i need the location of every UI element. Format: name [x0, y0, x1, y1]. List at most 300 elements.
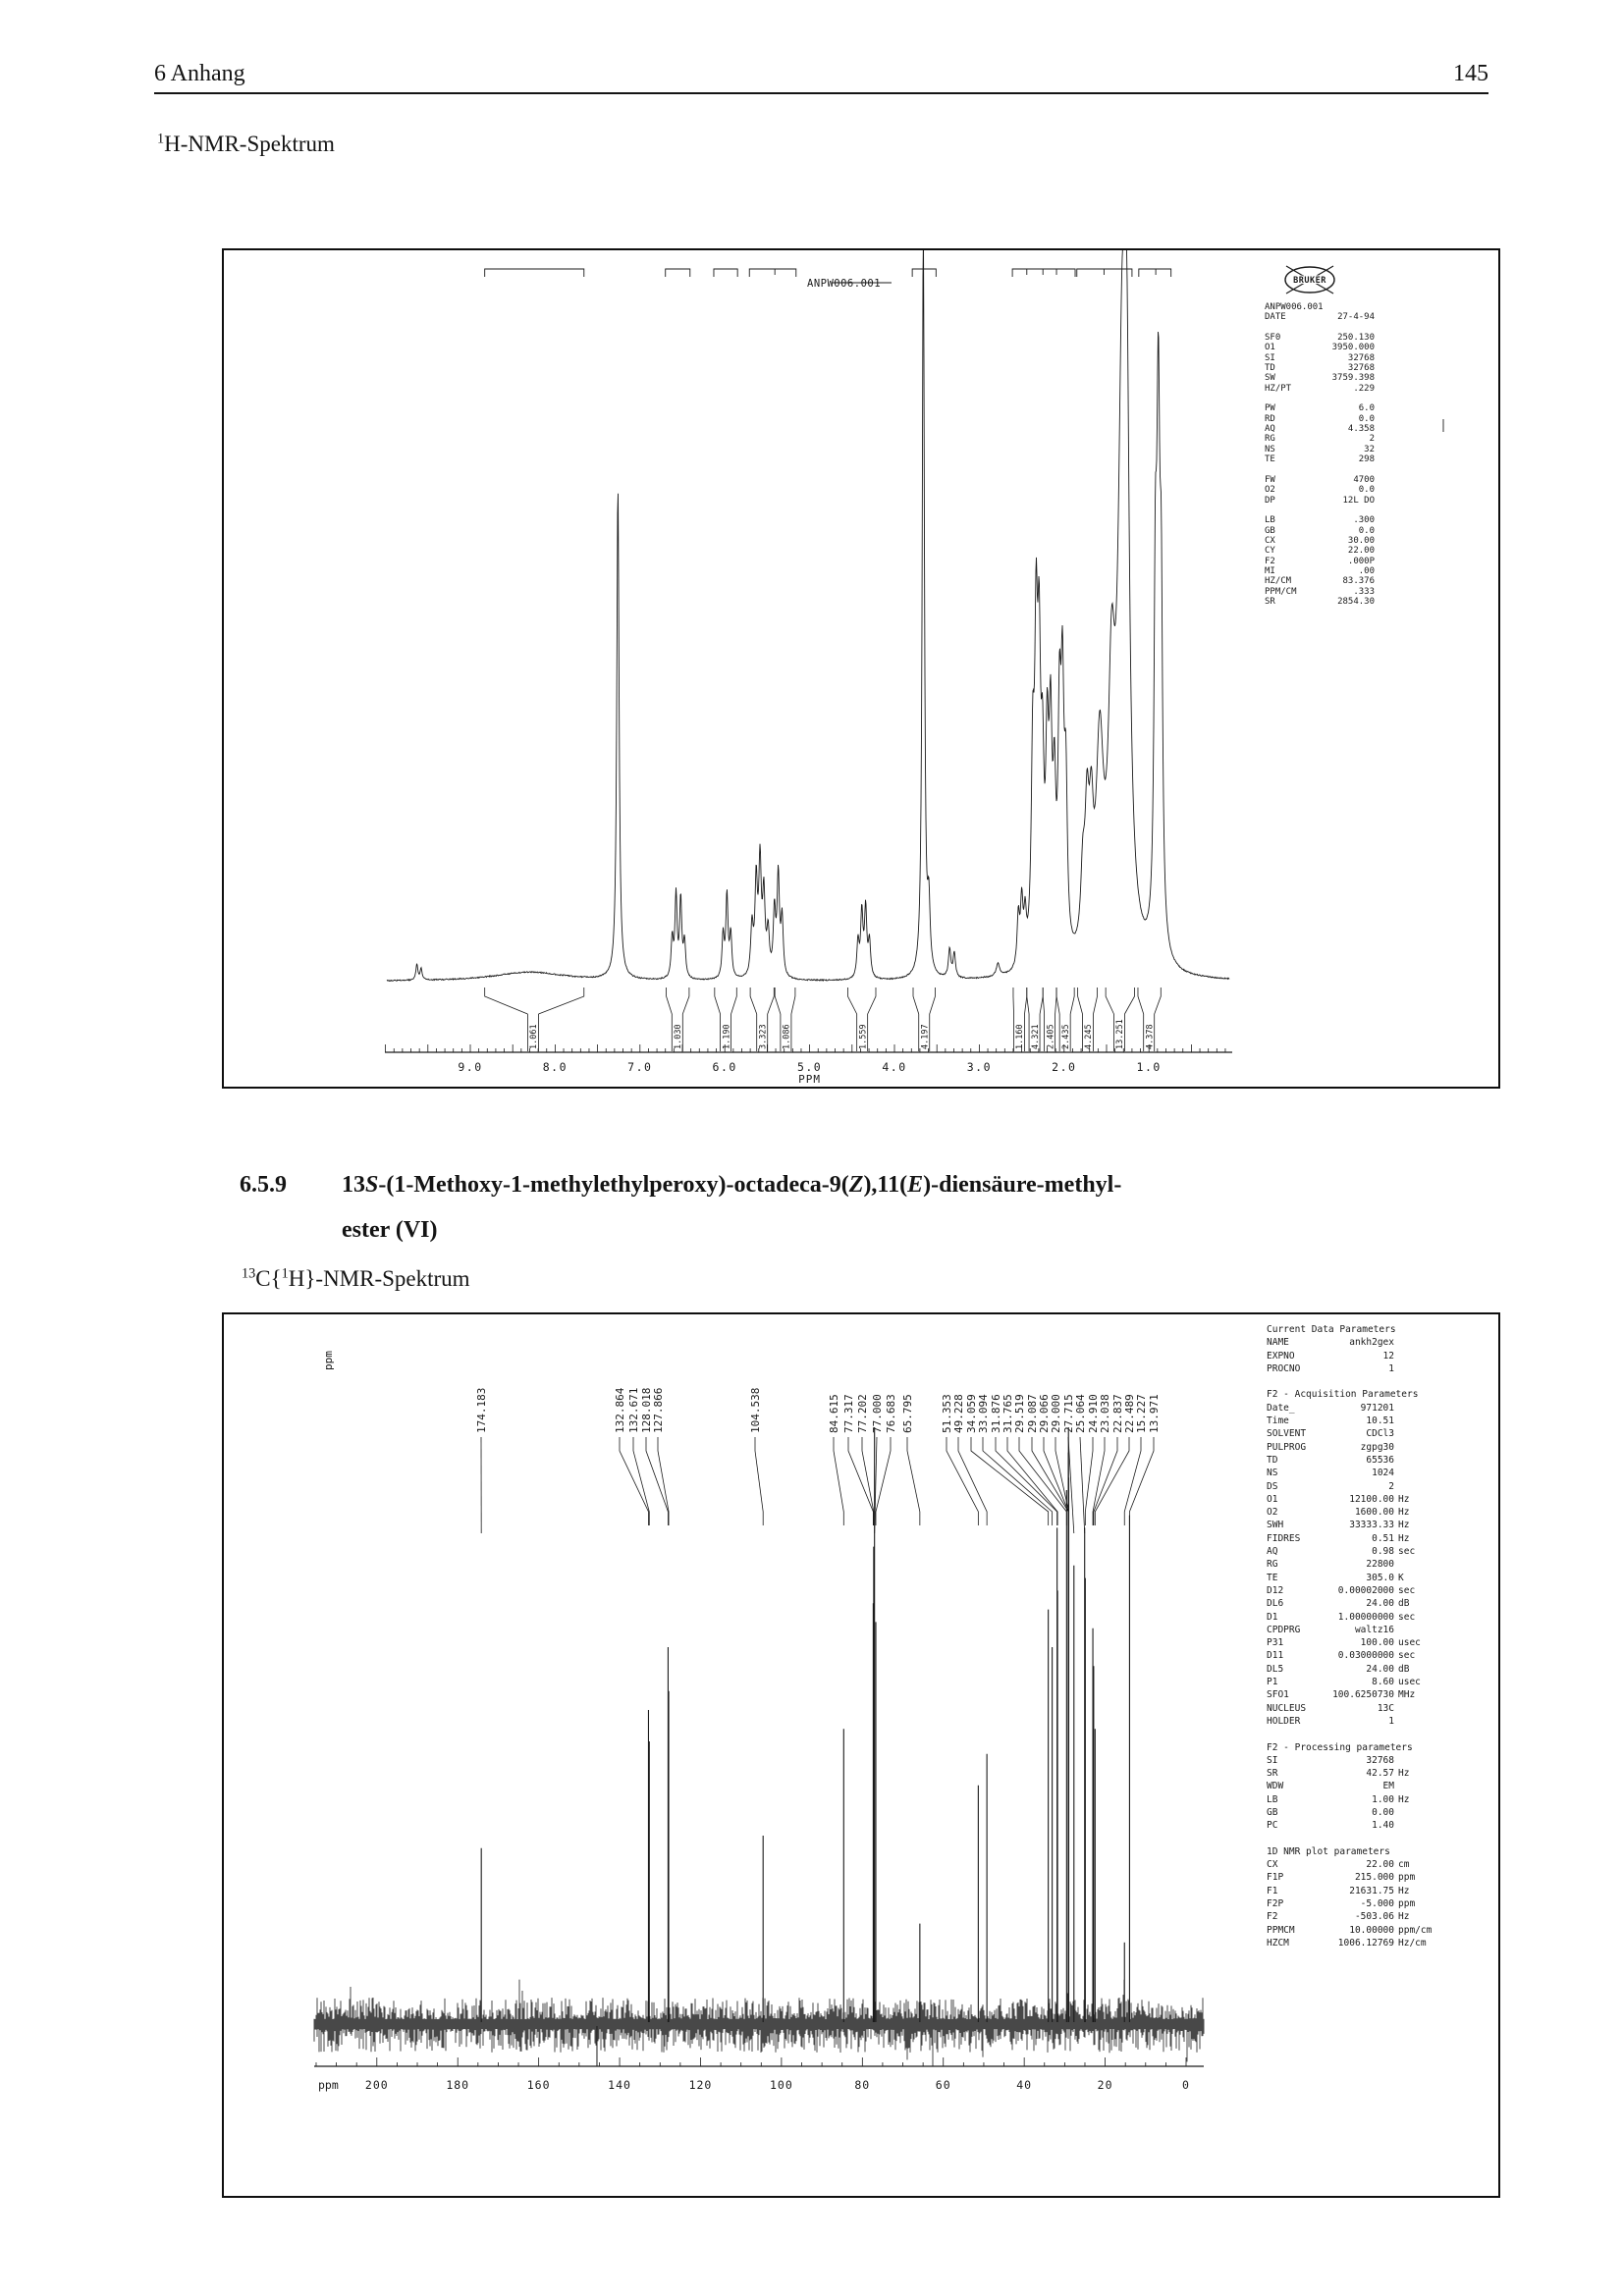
param-value: 22800	[1366, 1559, 1394, 1571]
param-label: FW	[1265, 474, 1275, 485]
param-value: zgpg30	[1360, 1441, 1394, 1453]
svg-text:140: 140	[608, 2078, 631, 2092]
param-value: 32768	[1366, 1754, 1394, 1766]
page-header	[154, 61, 1488, 87]
peak-shift-label: 25.064	[1074, 1394, 1087, 1433]
param-label: PW	[1265, 403, 1275, 414]
integral-value: 1.086	[782, 1024, 792, 1049]
param-unit: dB	[1398, 1598, 1410, 1610]
param-row	[1265, 526, 1375, 536]
param-label: DL5	[1267, 1663, 1284, 1675]
c-nmr-spectrum-label: $^{13}$C{$^1$H}-NMR-Spektrum	[242, 1265, 470, 1291]
param-gap	[1267, 1728, 1437, 1740]
param-value: 13C	[1377, 1702, 1394, 1714]
param-value: 0.0	[1358, 413, 1375, 424]
param-value: 12	[1382, 1350, 1394, 1362]
param-unit	[1394, 1702, 1437, 1715]
param-unit	[1394, 1362, 1437, 1375]
vertical-ppm-label: ppm	[322, 1351, 335, 1370]
integral-value: 1.061	[529, 1024, 540, 1049]
param-unit: Hz	[1398, 1885, 1410, 1896]
integral-value: 4.321	[1030, 1024, 1041, 1049]
param-row	[1267, 1937, 1437, 1949]
bruker-logo	[1282, 263, 1337, 298]
param-value: 21631.75	[1349, 1885, 1394, 1896]
param-row	[1267, 1819, 1437, 1832]
c-peaks	[481, 1427, 1129, 2022]
svg-text:100: 100	[770, 2078, 793, 2092]
param-value	[1324, 302, 1375, 312]
param-row	[1267, 1885, 1437, 1897]
param-unit: sec	[1398, 1611, 1416, 1623]
param-label: HZCM	[1267, 1937, 1289, 1949]
param-row	[1267, 1754, 1437, 1767]
param-row	[1267, 1597, 1437, 1610]
superscript-1: 1	[157, 131, 165, 147]
param-label: SI	[1265, 352, 1275, 363]
svg-text:BRUKER: BRUKER	[1293, 276, 1326, 286]
peak-shift-label: 33.094	[977, 1394, 990, 1433]
param-value: 1024	[1372, 1468, 1394, 1479]
param-unit: sec	[1398, 1546, 1416, 1558]
param-row	[1265, 597, 1375, 607]
param-label: HZ/CM	[1265, 576, 1292, 587]
param-row	[1265, 373, 1375, 383]
param-value: 0.0	[1358, 485, 1375, 496]
c-x-axis	[314, 2057, 1204, 2092]
param-label: PPMCM	[1267, 1924, 1295, 1936]
h-integral-marks	[485, 988, 1162, 1051]
peak-shift-label: 128.018	[640, 1387, 653, 1433]
param-value: 32768	[1347, 363, 1375, 374]
param-section-header: Current Data Parameters	[1267, 1324, 1396, 1335]
param-unit: Hz	[1398, 1493, 1410, 1505]
peak-shift-label: 13.971	[1148, 1394, 1161, 1433]
param-label: PPM/CM	[1265, 586, 1297, 597]
param-gap	[1267, 1375, 1437, 1388]
param-value: 65536	[1366, 1454, 1394, 1466]
param-label: RG	[1267, 1559, 1278, 1571]
h-x-axis	[385, 1044, 1232, 1086]
param-label: SWH	[1267, 1520, 1284, 1531]
peak-shift-label: 27.715	[1062, 1394, 1075, 1433]
svg-text:8.0: 8.0	[542, 1060, 568, 1074]
param-unit	[1394, 1806, 1437, 1819]
param-label: DP	[1265, 495, 1275, 506]
param-value: 22.00	[1347, 546, 1375, 557]
svg-text:9.0: 9.0	[458, 1060, 483, 1074]
param-unit: sec	[1398, 1650, 1416, 1662]
svg-text:6.0: 6.0	[712, 1060, 737, 1074]
param-label: SR	[1267, 1768, 1278, 1780]
param-unit: dB	[1398, 1663, 1410, 1675]
param-row	[1267, 1715, 1437, 1728]
param-unit: ppm	[1398, 1898, 1416, 1910]
peak-shift-label: 84.615	[828, 1394, 840, 1433]
param-label: SR	[1265, 596, 1275, 607]
param-row	[1267, 1506, 1437, 1519]
svg-text:160: 160	[526, 2078, 551, 2092]
param-row	[1265, 343, 1375, 352]
param-value: 1	[1388, 1362, 1394, 1374]
param-value: 1.00000000	[1337, 1611, 1394, 1623]
param-value: 32768	[1347, 352, 1375, 363]
c-peak-labels	[322, 1351, 1161, 1533]
param-row	[1267, 1688, 1437, 1701]
param-row	[1265, 587, 1375, 597]
param-value: 0.98	[1372, 1546, 1394, 1558]
param-row	[1265, 475, 1375, 485]
param-row	[1267, 1793, 1437, 1806]
param-row	[1265, 496, 1375, 506]
peak-shift-label: 77.317	[842, 1394, 855, 1433]
svg-text:5.0: 5.0	[796, 1060, 823, 1074]
param-unit	[1394, 1350, 1437, 1362]
param-label: D11	[1267, 1650, 1284, 1662]
peak-shift-label: 51.353	[941, 1394, 953, 1433]
param-value: 0.00002000	[1337, 1584, 1394, 1596]
param-value: 24.00	[1366, 1598, 1394, 1610]
param-row	[1265, 485, 1375, 495]
integral-value: 4.197	[920, 1024, 931, 1049]
param-value: 30.00	[1347, 535, 1375, 546]
peak-shift-label: 132.864	[614, 1387, 626, 1433]
param-row	[1267, 1767, 1437, 1780]
svg-text:200: 200	[364, 2078, 389, 2092]
param-row	[1265, 536, 1375, 546]
peak-shift-label: 127.866	[652, 1387, 665, 1433]
param-label: O2	[1267, 1507, 1278, 1519]
page-number: 145	[1453, 61, 1488, 86]
param-row	[1267, 1572, 1437, 1584]
peak-shift-label: 29.087	[1026, 1394, 1039, 1433]
param-value: -503.06	[1354, 1911, 1394, 1923]
param-value: 215.000	[1354, 1872, 1394, 1884]
param-row	[1267, 1584, 1437, 1597]
peak-shift-label: 22.837	[1111, 1394, 1124, 1433]
header-rule	[154, 92, 1488, 94]
param-row	[1265, 557, 1375, 566]
param-value: 22.00	[1366, 1859, 1394, 1871]
param-value: .00	[1358, 565, 1375, 576]
param-label: FIDRES	[1267, 1532, 1301, 1544]
svg-text:ppm: ppm	[318, 2078, 339, 2092]
stereo-descriptor: Z	[848, 1172, 864, 1198]
param-value: 12L DO	[1342, 495, 1375, 506]
peak-shift-label: 34.059	[965, 1394, 978, 1433]
superscript: 1	[281, 1265, 289, 1282]
param-unit: sec	[1398, 1584, 1416, 1596]
param-value: -5.000	[1360, 1898, 1394, 1910]
param-row	[1267, 1858, 1437, 1871]
svg-text:20: 20	[1097, 2078, 1113, 2092]
param-label: TD	[1265, 363, 1275, 374]
integral-value: 13.251	[1115, 1019, 1126, 1049]
integral-value: 2.405	[1046, 1024, 1056, 1049]
svg-text:80: 80	[854, 2078, 871, 2092]
param-unit	[1394, 1441, 1437, 1454]
param-label: F2	[1265, 556, 1275, 566]
param-label: CX	[1265, 535, 1275, 546]
param-row	[1267, 1441, 1437, 1454]
param-label: MI	[1265, 565, 1275, 576]
param-label: F2	[1267, 1911, 1278, 1923]
param-unit: MHz	[1398, 1689, 1416, 1701]
param-unit: ppm	[1398, 1872, 1416, 1884]
integral-value: 1.559	[858, 1024, 869, 1049]
peak-shift-label: 29.066	[1038, 1394, 1051, 1433]
title-text: ),11(	[863, 1172, 908, 1198]
param-row	[1265, 454, 1375, 464]
param-value: .229	[1353, 383, 1375, 394]
param-label: RD	[1265, 413, 1275, 424]
param-label: CX	[1267, 1859, 1278, 1871]
param-value: 10.00000	[1349, 1924, 1394, 1936]
param-label: NS	[1267, 1468, 1278, 1479]
param-unit	[1394, 1427, 1437, 1440]
param-value: 305.0	[1366, 1572, 1394, 1583]
param-value: 1.40	[1372, 1820, 1394, 1832]
svg-text:7.0: 7.0	[627, 1060, 653, 1074]
param-value: 0.00	[1372, 1806, 1394, 1818]
param-gap	[1267, 1833, 1437, 1845]
param-row	[1265, 353, 1375, 363]
param-row	[1267, 1806, 1437, 1819]
stereo-descriptor: E	[907, 1172, 924, 1198]
param-row	[1265, 576, 1375, 586]
param-label: SOLVENT	[1267, 1428, 1307, 1440]
integral-value: 2.435	[1060, 1024, 1071, 1049]
param-row	[1267, 1649, 1437, 1662]
param-row	[1265, 424, 1375, 434]
param-row	[1267, 1780, 1437, 1792]
param-row	[1265, 363, 1375, 373]
param-row	[1267, 1415, 1437, 1427]
param-row	[1267, 1545, 1437, 1558]
param-label: TE	[1267, 1572, 1278, 1583]
param-value: 24.00	[1366, 1663, 1394, 1675]
param-unit: ppm/cm	[1398, 1924, 1433, 1936]
param-row	[1267, 1454, 1437, 1467]
param-gap	[1265, 323, 1375, 333]
param-row	[1267, 1624, 1437, 1636]
integral-value: 1.160	[1015, 1024, 1026, 1049]
param-label: CY	[1265, 546, 1275, 557]
h-nmr-spectrum-label: $^1$H-NMR-Spektrum	[157, 131, 335, 156]
peak-shift-label: 22.489	[1123, 1394, 1136, 1433]
h-integral-brackets	[485, 269, 1171, 277]
annotation-filename: ANPW006.001	[807, 278, 882, 290]
param-value: 1	[1388, 1715, 1394, 1727]
param-unit: K	[1398, 1572, 1404, 1583]
param-value: 3950.000	[1331, 343, 1375, 353]
peak-shift-label: 77.000	[871, 1394, 884, 1433]
param-label: LB	[1265, 515, 1275, 526]
param-label: Date_	[1267, 1402, 1295, 1414]
peak-shift-label: 31.876	[990, 1394, 1002, 1433]
param-value: .000P	[1347, 556, 1375, 566]
param-row	[1265, 302, 1375, 312]
param-row	[1267, 1924, 1437, 1937]
param-unit	[1394, 1754, 1437, 1767]
param-label: RG	[1265, 434, 1275, 445]
param-row	[1267, 1663, 1437, 1676]
param-value: .300	[1353, 515, 1375, 526]
peak-shift-label: 174.183	[475, 1387, 488, 1433]
integral-value: 1.030	[674, 1024, 684, 1049]
param-label: SI	[1267, 1754, 1278, 1766]
param-gap	[1265, 506, 1375, 515]
stereo-descriptor: S	[365, 1172, 379, 1198]
title-text: )-diensäure-methyl-	[923, 1172, 1122, 1198]
param-label: PC	[1267, 1820, 1278, 1832]
peak-shift-label: 132.671	[627, 1387, 640, 1433]
param-unit	[1394, 1715, 1437, 1728]
param-label: WDW	[1267, 1781, 1284, 1792]
param-label: D1	[1267, 1611, 1278, 1623]
param-label: LB	[1267, 1793, 1278, 1805]
peak-shift-label: 76.683	[885, 1394, 897, 1433]
param-row	[1267, 1702, 1437, 1715]
param-row	[1265, 566, 1375, 576]
param-label: NUCLEUS	[1267, 1702, 1307, 1714]
param-value: 32	[1364, 444, 1375, 454]
param-label: HZ/PT	[1265, 383, 1292, 394]
param-label: PROCNO	[1267, 1362, 1301, 1374]
param-label: NS	[1265, 444, 1275, 454]
param-unit: usec	[1398, 1637, 1421, 1649]
param-section-header: F2 - Acquisition Parameters	[1267, 1389, 1419, 1401]
param-row	[1267, 1350, 1437, 1362]
param-value: 0.0	[1358, 525, 1375, 536]
param-unit: Hz	[1398, 1768, 1410, 1780]
param-value: waltz16	[1354, 1624, 1394, 1635]
param-value: 6.0	[1358, 403, 1375, 414]
param-value: 2	[1369, 434, 1375, 445]
peak-shift-label: 29.519	[1013, 1394, 1026, 1433]
c-acquisition-parameters	[1267, 1323, 1437, 1949]
param-unit	[1394, 1480, 1437, 1493]
param-unit	[1394, 1819, 1437, 1832]
svg-text:3.0: 3.0	[966, 1060, 993, 1074]
param-row	[1267, 1362, 1437, 1375]
param-row	[1265, 384, 1375, 394]
h-acquisition-parameters	[1265, 263, 1375, 607]
param-value: EM	[1382, 1781, 1394, 1792]
param-unit: Hz	[1398, 1507, 1410, 1519]
param-label: CPDPRG	[1267, 1624, 1301, 1635]
param-value: 0.51	[1372, 1532, 1394, 1544]
param-label: DATE	[1265, 312, 1286, 323]
param-unit	[1394, 1624, 1437, 1636]
param-row	[1267, 1493, 1437, 1506]
param-label: O1	[1265, 343, 1275, 353]
svg-text:1.0: 1.0	[1136, 1060, 1162, 1074]
param-unit: Hz	[1398, 1532, 1410, 1544]
param-value: 8.60	[1372, 1677, 1394, 1688]
param-label: F2P	[1267, 1898, 1284, 1910]
param-row	[1267, 1336, 1437, 1349]
param-value: 4.358	[1347, 424, 1375, 435]
peak-shift-label: 29.000	[1050, 1394, 1062, 1433]
section-heading	[240, 1162, 1477, 1253]
param-unit	[1394, 1402, 1437, 1415]
param-label: SFO1	[1267, 1689, 1289, 1701]
param-value: CDCl3	[1366, 1428, 1394, 1440]
param-value: 298	[1358, 454, 1375, 465]
param-label: NAME	[1267, 1337, 1289, 1349]
svg-text:120: 120	[688, 2078, 713, 2092]
param-gap	[1265, 465, 1375, 475]
param-value: 3759.398	[1331, 373, 1375, 384]
svg-text:4.0: 4.0	[882, 1060, 907, 1074]
param-unit	[1394, 1780, 1437, 1792]
param-label: EXPNO	[1267, 1350, 1295, 1362]
param-value: 4700	[1353, 474, 1375, 485]
param-label: AQ	[1265, 424, 1275, 435]
param-row	[1265, 515, 1375, 525]
param-unit: Hz/cm	[1398, 1937, 1427, 1949]
param-unit	[1394, 1415, 1437, 1427]
title-text: -(1-Methoxy-1-methylethylperoxy)-octadeca-9(	[378, 1172, 849, 1198]
param-label: ANPW006.001	[1265, 302, 1324, 312]
param-gap	[1265, 394, 1375, 403]
param-section-header: 1D NMR plot parameters	[1267, 1845, 1390, 1857]
param-unit: Hz	[1398, 1520, 1410, 1531]
peak-shift-label: 23.038	[1099, 1394, 1111, 1433]
section-number: 6.5.9	[240, 1172, 287, 1198]
param-row	[1267, 1636, 1437, 1649]
param-unit: Hz	[1398, 1911, 1410, 1923]
param-unit	[1394, 1454, 1437, 1467]
param-label: SF0	[1265, 333, 1281, 344]
param-row	[1267, 1871, 1437, 1884]
param-value: 83.376	[1342, 576, 1375, 587]
integral-value: 1.190	[722, 1024, 732, 1049]
peak-shift-label: 65.795	[901, 1394, 914, 1433]
param-value: 250.130	[1337, 333, 1375, 344]
param-label: TE	[1265, 454, 1275, 465]
param-row	[1267, 1558, 1437, 1571]
param-row	[1267, 1402, 1437, 1415]
param-row	[1267, 1467, 1437, 1479]
peak-shift-label: 15.227	[1135, 1394, 1148, 1433]
param-label: DL6	[1267, 1598, 1284, 1610]
param-row	[1267, 1480, 1437, 1493]
param-row	[1265, 333, 1375, 343]
param-value: 27-4-94	[1337, 312, 1375, 323]
svg-text:PPM: PPM	[798, 1073, 822, 1086]
superscript: 13	[242, 1265, 256, 1282]
peak-shift-label: 77.202	[856, 1394, 869, 1433]
peak-shift-label: 104.538	[749, 1387, 762, 1433]
param-label: TD	[1267, 1454, 1278, 1466]
param-row	[1265, 312, 1375, 322]
svg-text:180: 180	[446, 2078, 470, 2092]
param-label: P31	[1267, 1637, 1284, 1649]
svg-text:2.0: 2.0	[1052, 1060, 1077, 1074]
peak-shift-label: 24.910	[1087, 1394, 1100, 1433]
svg-text:0: 0	[1182, 2078, 1190, 2092]
param-label: SW	[1265, 373, 1275, 384]
param-label: O2	[1265, 485, 1275, 496]
integral-value: 3.323	[758, 1024, 769, 1049]
param-row	[1267, 1910, 1437, 1923]
param-value: 1.00	[1372, 1793, 1394, 1805]
param-unit: usec	[1398, 1677, 1421, 1688]
param-unit	[1394, 1558, 1437, 1571]
param-value: 12100.00	[1349, 1493, 1394, 1505]
